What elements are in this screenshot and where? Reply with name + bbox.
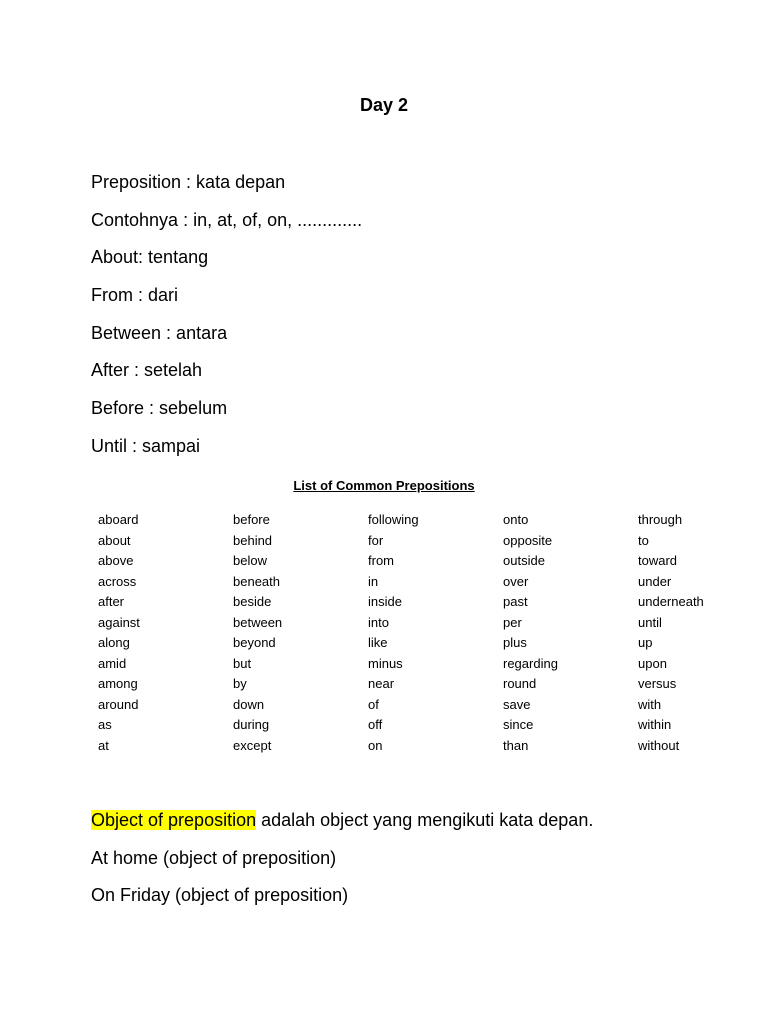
highlighted-term: Object of preposition [91,810,257,830]
definition-line: From : dari [91,285,179,306]
definition-line: Before : sebelum [91,398,228,419]
example-line: At home (object of preposition) [91,847,337,868]
preposition-word: since [503,717,534,732]
preposition-word: among [98,676,138,691]
preposition-word: upon [638,655,667,671]
preposition-word: toward [638,553,678,568]
preposition-word: of [368,696,379,712]
prepositions-column [368,510,503,756]
definition-line: Contohnya : in, at, of, on, ............. [91,209,363,230]
preposition-word: outside [503,553,545,568]
preposition-word: inside [368,594,402,609]
object-definition-text: adalah object yang mengikuti kata depan. [256,810,594,830]
preposition-word: except [233,737,272,753]
preposition-word: into [368,614,389,630]
prepositions-column [233,510,368,756]
preposition-word: round [503,676,537,691]
definition-line: After : setelah [91,360,203,381]
definition-line: Until : sampai [91,435,201,456]
preposition-word: within [638,717,672,732]
prepositions-column [98,510,233,756]
preposition-word: but [233,655,252,671]
preposition-word: across [98,573,137,589]
preposition-word: beside [233,594,272,609]
preposition-word: down [233,696,265,712]
preposition-word: against [98,614,140,630]
preposition-word: minus [368,655,403,671]
preposition-word: until [638,614,662,630]
definition-list [91,170,362,472]
preposition-word: after [98,594,125,609]
preposition-word: as [98,717,112,732]
preposition-word: from [368,553,394,568]
preposition-word: like [368,635,388,650]
preposition-word: aboard [98,512,139,527]
preposition-word: versus [638,676,677,691]
preposition-word: past [503,594,528,609]
definition-line: Between : antara [91,322,228,343]
preposition-word: regarding [503,655,558,671]
preposition-word: plus [503,635,527,650]
object-definition-line [91,808,593,846]
preposition-word: to [638,532,649,548]
definition-line: Preposition : kata depan [91,172,286,192]
preposition-word: without [638,737,680,753]
preposition-word: between [233,614,283,630]
prepositions-table-title: List of Common Prepositions [293,478,475,493]
preposition-word: on [368,737,383,753]
preposition-word: over [503,573,529,589]
object-section [91,808,593,921]
definition-line: About: tentang [91,247,209,268]
preposition-word: underneath [638,594,704,609]
prepositions-column [503,510,638,756]
preposition-word: amid [98,655,127,671]
preposition-word: than [503,737,529,753]
preposition-word: beyond [233,635,276,650]
prepositions-column [638,510,768,756]
preposition-word: in [368,573,379,589]
preposition-word: per [503,614,522,630]
page-title: Day 2 [359,95,409,115]
preposition-word: save [503,696,531,712]
preposition-word: up [638,635,653,650]
preposition-word: following [368,512,419,527]
preposition-word: onto [503,512,529,527]
preposition-word: above [98,553,134,568]
preposition-word: by [233,676,247,691]
preposition-word: at [98,737,109,753]
preposition-word: below [233,553,267,568]
preposition-word: with [638,696,662,712]
preposition-word: during [233,717,270,732]
preposition-word: through [638,512,683,527]
preposition-word: for [368,532,384,548]
example-line: On Friday (object of preposition) [91,885,349,906]
prepositions-table [98,510,768,756]
preposition-word: opposite [503,532,553,548]
preposition-word: around [98,696,139,712]
preposition-word: under [638,573,672,589]
preposition-word: near [368,676,395,691]
preposition-word: about [98,532,131,548]
preposition-word: behind [233,532,273,548]
preposition-word: beneath [233,573,280,589]
preposition-word: along [98,635,130,650]
preposition-word: before [233,512,270,527]
preposition-word: off [368,717,383,732]
